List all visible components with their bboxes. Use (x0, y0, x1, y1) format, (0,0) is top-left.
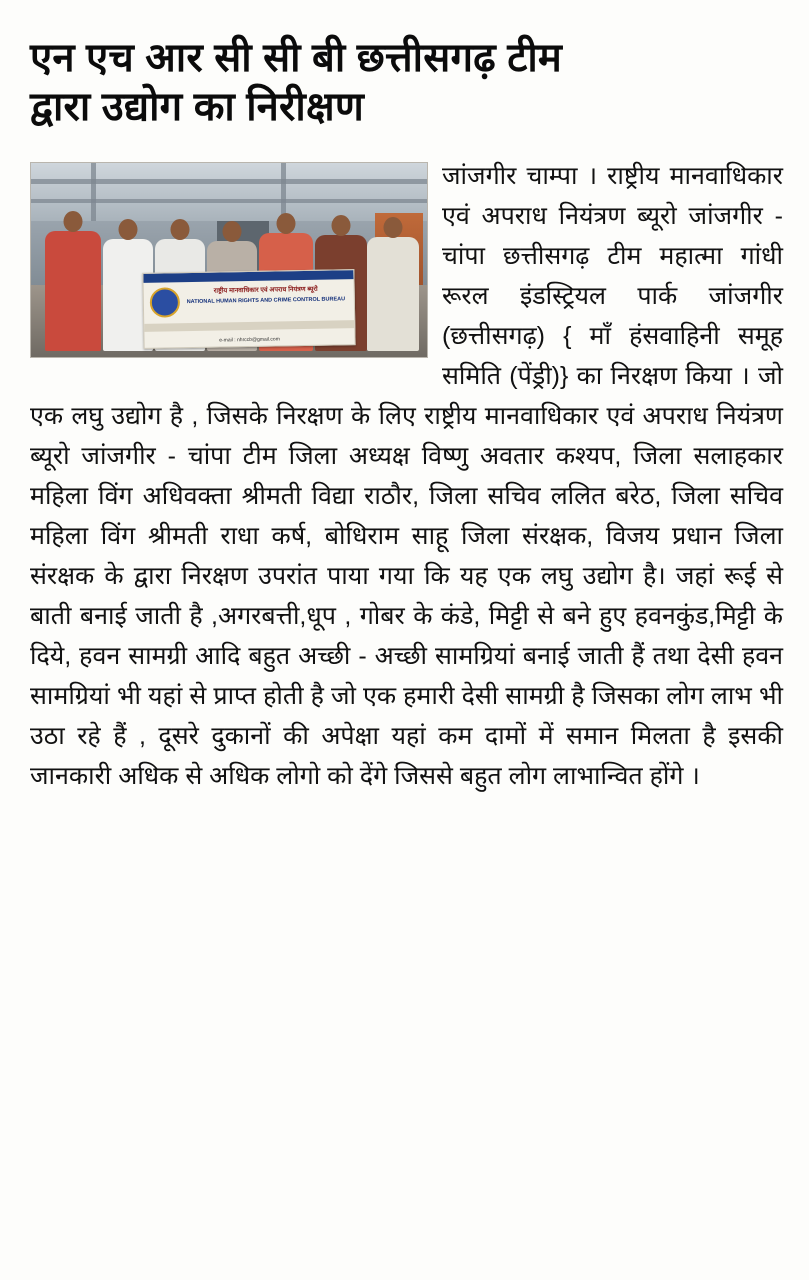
banner-text-hindi: राष्ट्रीय मानवाधिकार एवं अपराध नियंत्रण ब्यूरो (213, 285, 318, 295)
photo-person-head (171, 219, 190, 240)
photo-person (367, 237, 419, 351)
photo-column (91, 163, 96, 221)
photo-person-head (119, 219, 138, 240)
article-body-wrapper (30, 156, 783, 796)
photo-person-head (277, 213, 296, 234)
photo-person-head (384, 217, 403, 238)
photo-person-head (332, 215, 351, 236)
banner-text-english: NATIONAL HUMAN RIGHTS AND CRIME CONTROL BUREAU (186, 295, 346, 305)
headline-line-2: द्वारा उद्योग का निरीक्षण (30, 84, 364, 129)
photo-person-head (64, 211, 83, 232)
article-photo (30, 162, 428, 358)
photo-person (45, 231, 101, 351)
article-paragraph: जांजगीर चाम्पा । राष्ट्रीय मानवाधिकार एवं अपराध नियंत्रण ब्यूरो जांजगीर - चांपा छत्तीसगढ़ टीम महात्मा गांधी रूरल इंडस्ट्रियल पार्क जांजगीर (छत्तीसगढ़) { माँ हंसवाहिनी समूह समिति (पेंड्री)} का निरक्षण किया । जो एक लघु उद्योग है , जिसके निरक्षण के लिए राष्ट्रीय मानवाधिकार एवं अपराध नियंत्रण ब्यूरो जांजगीर - चांपा टीम जिला अध्यक्ष विष्णु अवतार कश्यप, जिला सलाहकार महिला विंग अधिवक्ता श्रीमती विद्या राठौर, जिला सचिव ललित बरेठ, जिला सचिव महिला विंग श्रीमती राधा कर्ष, बोधिराम साहू जिला संरक्षक, विजय प्रधान जिला संरक्षक के द्वारा निरक्षण उपरांत पाया गया कि यह एक लघु उद्योग है। जहां रूई से बाती बनाई जाती है ,अगरबत्ती,धूप , गोबर के कंडे, मिट्टी से बने हुए हवनकुंड,मिट्टी के दिये, हवन सामग्री आदि बहुत अच्छी - अच्छी सामग्रियां बनाई जाती हैं तथा देसी हवन सामग्रियां भी यहां से प्राप्त होती है जो एक हमारी देसी सामग्री है जिसका लोग लाभ भी उठा रहे हैं , दूसरे दुकानों की अपेक्षा यहां कम दामों में समान मिलता है इसकी जानकारी अधिक से अधिक लोगो को देंगे जिससे बहुत लोग लाभान्वित होंगे । (30, 161, 783, 790)
banner-lower-strip (144, 320, 354, 332)
headline-line-1: एन एच आर सी सी बी छत्तीसगढ़ टीम (30, 36, 563, 80)
banner-text-email: e-mail : nhrccb@gmail.com (219, 336, 280, 344)
photo-person-head (223, 221, 242, 242)
banner-logo-icon (150, 287, 181, 318)
photo-banner (142, 269, 355, 349)
page-title (30, 34, 770, 132)
banner-top-strip (143, 270, 353, 283)
